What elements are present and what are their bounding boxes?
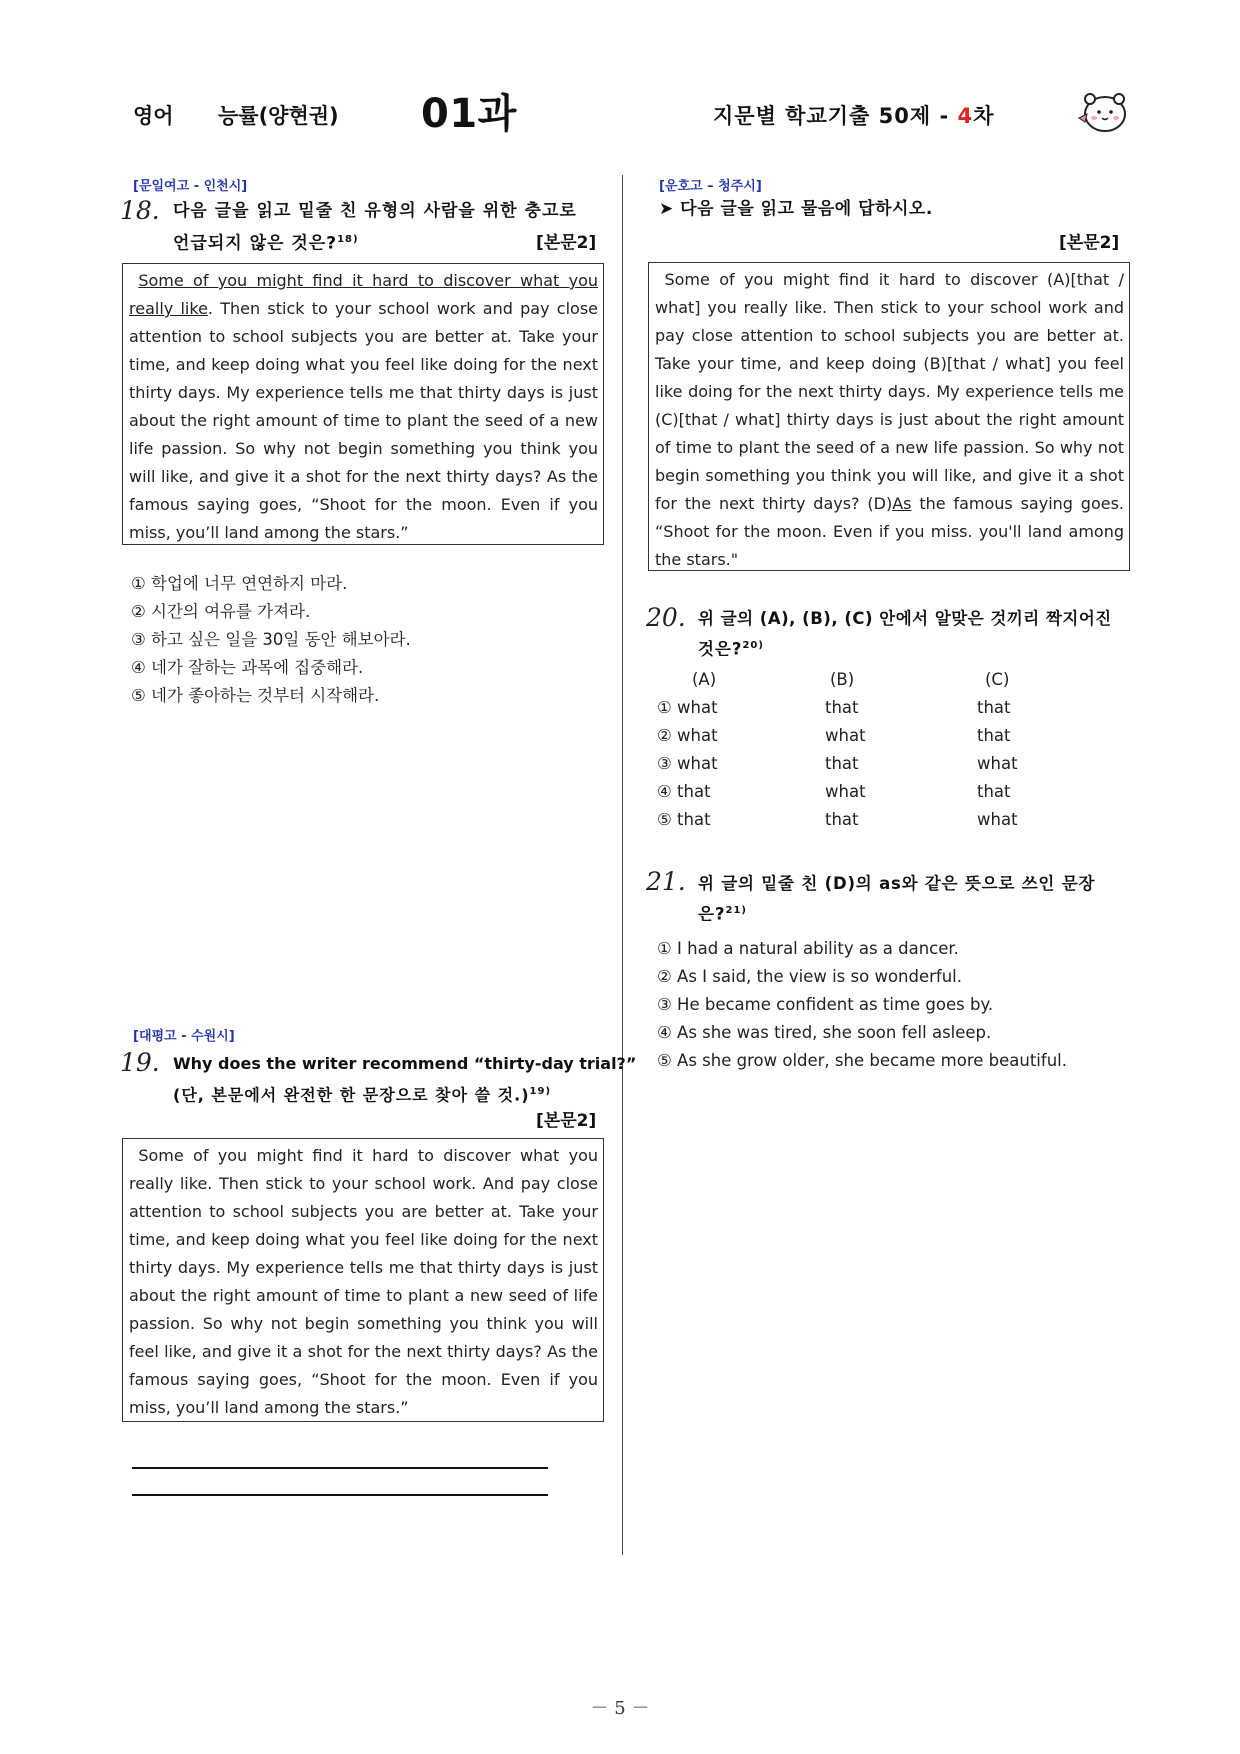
q19-question-line2 xyxy=(173,1078,551,1108)
q19-answer-line-2[interactable] xyxy=(132,1494,548,1496)
q20-option-5-a: ⑤ that xyxy=(657,810,711,829)
header-lesson: 01과 xyxy=(421,91,517,137)
q19-passage-text: Some of you might find it hard to discover what you really like. Then stick to your school work. And pay close attention to school subjects you are better at. Take your time, and keep doing what you feel like doing for the next thirty days. My experience tells me that thirty days is just about the right amount of time to plant a new seed of life passion. So why not begin something you think you will feel like, and give it a shot for the next thirty days? As the famous saying goes, “Shoot for the moon. Even if you miss, you’ll land among the stars.” xyxy=(129,1146,598,1417)
page-number: － 5 － xyxy=(590,1698,650,1719)
q20-option-2-b: what xyxy=(825,726,866,745)
q20-question-text: 것은? xyxy=(698,639,743,659)
q19-source: [대평고 - 수원시] xyxy=(133,1029,235,1044)
q18-source: [문일여고 - 인천시] xyxy=(133,179,248,194)
q21-options xyxy=(657,935,1067,1075)
q20-footnote: 20) xyxy=(742,640,764,651)
q20-option-1-a: ① what xyxy=(657,698,718,717)
q20-option-3[interactable] xyxy=(657,754,1117,782)
q18-number: 18. xyxy=(120,196,160,225)
q21-question-line2 xyxy=(698,897,747,928)
right-passage-box xyxy=(648,262,1130,571)
q18-question-line2 xyxy=(173,226,359,258)
right-passage-source: [운호고 – 청주시] xyxy=(659,179,762,194)
q19-tag: [본문2] xyxy=(536,1111,597,1131)
q21-footnote: 21) xyxy=(725,905,748,916)
q21-number: 21. xyxy=(646,867,686,896)
q20-option-1-b: that xyxy=(825,698,859,717)
q19-question-text: (단, 본문에서 완전한 한 문장으로 찾아 쓸 것.) xyxy=(173,1085,530,1105)
q20-option-4[interactable] xyxy=(657,782,1117,810)
q20-option-3-a: ③ what xyxy=(657,754,718,773)
q18-question-text: 언급되지 않은 것은? xyxy=(173,233,338,254)
q19-answer-line-1[interactable] xyxy=(132,1467,548,1469)
header-title xyxy=(713,100,994,130)
q19-question-line1: Why does the writer recommend “thirty-day trial?” xyxy=(173,1054,637,1073)
q21-option-2[interactable]: ② As I said, the view is so wonderful. xyxy=(657,967,963,986)
q20-option-1[interactable] xyxy=(657,698,1117,726)
q21-question-line1: 위 글의 밑줄 친 (D)의 as와 같은 뜻으로 쓰인 문장 xyxy=(698,874,1096,893)
q20-option-1-c: that xyxy=(977,698,1011,717)
q18-option-2[interactable]: ② 시간의 여유를 가져라. xyxy=(131,602,311,621)
q20-option-2-a: ② what xyxy=(657,726,718,745)
q20-question-line1: 위 글의 (A), (B), (C) 안에서 알맞은 것끼리 짝지어진 xyxy=(698,609,1112,628)
q18-passage-text: . Then stick to your school work and pay close attention to school subjects you are better at. Take your time, and keep doing what you feel like doing for the next thirty days. My experience tells me that thirty days is just about the right amount of time to plant the seed of a new life passion. So why not begin something you think you will like, and give it a shot for the next thirty days? As the famous saying goes, “Shoot for the moon. Even if you miss, you’ll land among the stars.” xyxy=(129,299,599,542)
q20-option-3-c: what xyxy=(977,754,1018,773)
q20-option-5-c: what xyxy=(977,810,1018,829)
q21-option-1[interactable]: ① I had a natural ability as a dancer. xyxy=(657,939,959,958)
q20-answer-table xyxy=(657,670,1117,838)
right-passage-underlined-as: As xyxy=(892,494,912,513)
q19-number: 19. xyxy=(120,1048,160,1077)
q18-tag: [본문2] xyxy=(536,233,597,253)
q18-options xyxy=(131,570,411,710)
q18-passage-underlined: Some of you might find it hard to discover what you really like xyxy=(129,271,598,318)
q21-option-3[interactable]: ③ He became confident as time goes by. xyxy=(657,995,994,1014)
header-round-suffix: 차 xyxy=(973,104,995,128)
q20-option-2[interactable] xyxy=(657,726,1117,754)
bear-mascot-icon xyxy=(1075,88,1131,136)
right-passage-text-a: Some of you might find it hard to discover (A)[that / what] you really like. Then stick to your school work and pay close attention to school subjects you are better at. Take your time, and keep doing (B)[that / what] you feel like doing for the next thirty days. My experience tells me (C)[that / what] thirty days is just about the right amount of time to plant the seed of a new life passion. So why not begin something you think you will like, and give it a shot for the next thirty days? (D) xyxy=(655,270,1124,513)
q20-option-5[interactable] xyxy=(657,810,1117,838)
q20-header-c: (C) xyxy=(985,670,1010,689)
q21-option-4[interactable]: ④ As she was tired, she soon fell asleep. xyxy=(657,1023,992,1042)
q20-header-b: (B) xyxy=(830,670,855,689)
right-passage-instruction: ➤ 다음 글을 읽고 물음에 답하시오. xyxy=(659,199,933,219)
q20-header-row xyxy=(657,670,1117,698)
q20-option-5-b: that xyxy=(825,810,859,829)
q20-option-3-b: that xyxy=(825,754,859,773)
q19-passage-box xyxy=(122,1138,604,1422)
q20-option-4-a: ④ that xyxy=(657,782,711,801)
header-textbook: 능률(양현권) xyxy=(218,104,339,128)
column-divider xyxy=(622,175,623,1555)
q18-question-line1: 다음 글을 읽고 밑줄 친 유형의 사람을 위한 충고로 xyxy=(173,201,577,221)
q20-option-2-c: that xyxy=(977,726,1011,745)
header-subject: 영어 xyxy=(133,104,174,128)
q18-footnote: 18) xyxy=(337,234,359,245)
right-passage-text-b: the famous saying goes. “Shoot for the moon. Even if you miss. you'll land among the stars." xyxy=(655,494,1124,569)
q19-footnote: 19) xyxy=(529,1086,552,1097)
q20-number: 20. xyxy=(646,603,686,632)
q18-option-5[interactable]: ⑤ 네가 좋아하는 것부터 시작해라. xyxy=(131,686,380,705)
header-round-number: 4 xyxy=(957,104,974,128)
q21-option-5[interactable]: ⑤ As she grow older, she became more beautiful. xyxy=(657,1051,1067,1070)
q20-header-a: (A) xyxy=(692,670,717,689)
q18-option-3[interactable]: ③ 하고 싶은 일을 30일 동안 해보아라. xyxy=(131,630,411,649)
q18-option-1[interactable]: ① 학업에 너무 연연하지 마라. xyxy=(131,574,348,593)
header-title-prefix: 지문별 학교기출 50제 - xyxy=(713,104,958,128)
q20-option-4-b: what xyxy=(825,782,866,801)
q20-question-line2 xyxy=(698,632,764,663)
q20-option-4-c: that xyxy=(977,782,1011,801)
q18-passage-box xyxy=(122,263,604,545)
q18-option-4[interactable]: ④ 네가 잘하는 과목에 집중해라. xyxy=(131,658,364,677)
right-passage-tag: [본문2] xyxy=(1059,233,1120,253)
q21-question-text: 은? xyxy=(698,904,726,924)
